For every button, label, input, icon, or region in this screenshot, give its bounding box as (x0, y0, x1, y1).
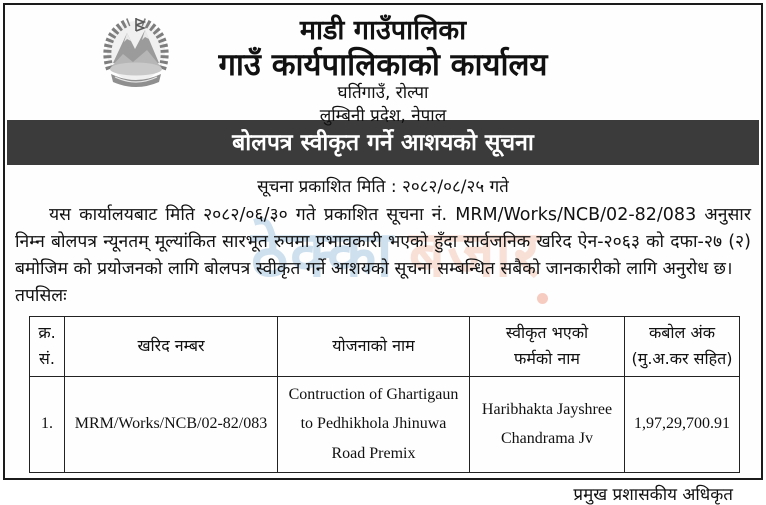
table-header-row (30, 317, 740, 377)
letterhead (5, 5, 761, 127)
header-line: खरिद नम्बर (137, 336, 205, 356)
nepal-municipality-emblem-icon (101, 17, 171, 97)
published-date: सूचना प्रकाशित मिति : २०८२/०८/२५ गते (257, 177, 509, 197)
header-line: कबोल अंक (648, 323, 715, 342)
header-line: क्र. (38, 323, 56, 342)
cell-serial-number: 1. (30, 376, 65, 472)
notice-body-paragraph: यस कार्यालयबाट मिति २०८२/०६/३० गते प्रकाशित सूचना नं. MRM/Works/NCB/02-82/083 अनुसार निम्न बोलपत्र न्यूनतम् मूल्यांकित सारभूत रुपमा प्रभावकारी भएको हुँदा सार्वजनिक खरिद ऐन-२०६३ को दफा-२७ (२) बमोजिम को प्रयोजनको लागि बोलपत्र स्वीकृत गर्ने आशयको सूचना सम्बन्धित सबैको जानकारीको लागि अनुरोध छ। (15, 205, 751, 279)
details-label: तपसिलः (15, 286, 67, 306)
watermark-text-pink: बजार (408, 218, 542, 292)
watermark-text-blue: ठेक्का (251, 218, 395, 292)
address-line-1: घर्तिगाउँ, रोल्पा (337, 83, 429, 104)
notice-document (3, 3, 763, 505)
table-row (30, 376, 740, 472)
column-header-quoted-amount (625, 317, 740, 377)
column-header-accepted-firm (470, 317, 625, 377)
header-line: (मु.अ.कर सहित) (631, 349, 733, 369)
header-line: सं. (39, 349, 55, 369)
header-line: फर्मको नाम (513, 349, 580, 369)
column-header-project-name (278, 317, 470, 377)
signatory-title: प्रमुख प्रशासकीय अधिकृत (573, 484, 733, 505)
bid-details-table (29, 316, 740, 473)
column-header-serial-number (30, 317, 65, 377)
cell-procurement-number: MRM/Works/NCB/02-82/083 (65, 376, 278, 472)
office-name: गाउँ कार्यपालिकाको कार्यालय (218, 46, 548, 83)
cell-amount: 1,97,29,700.91 (625, 376, 740, 472)
column-header-procurement-number (65, 317, 278, 377)
notice-title: बोलपत्र स्वीकृत गर्ने आशयको सूचना (232, 130, 534, 156)
header-line: योजनाको नाम (332, 336, 415, 356)
municipality-name: माडी गाउँपालिका (299, 15, 467, 46)
cell-project-name: Contruction of Ghartigaun to Pedhikhola Jhinuwa Road Premix (278, 376, 470, 472)
cell-firm-name: Haribhakta Jayshree Chandrama Jv (470, 376, 625, 472)
address-line-2: लुम्बिनी प्रदेश, नेपाल (319, 106, 447, 127)
header-line: स्वीकृत भएको (505, 323, 589, 342)
